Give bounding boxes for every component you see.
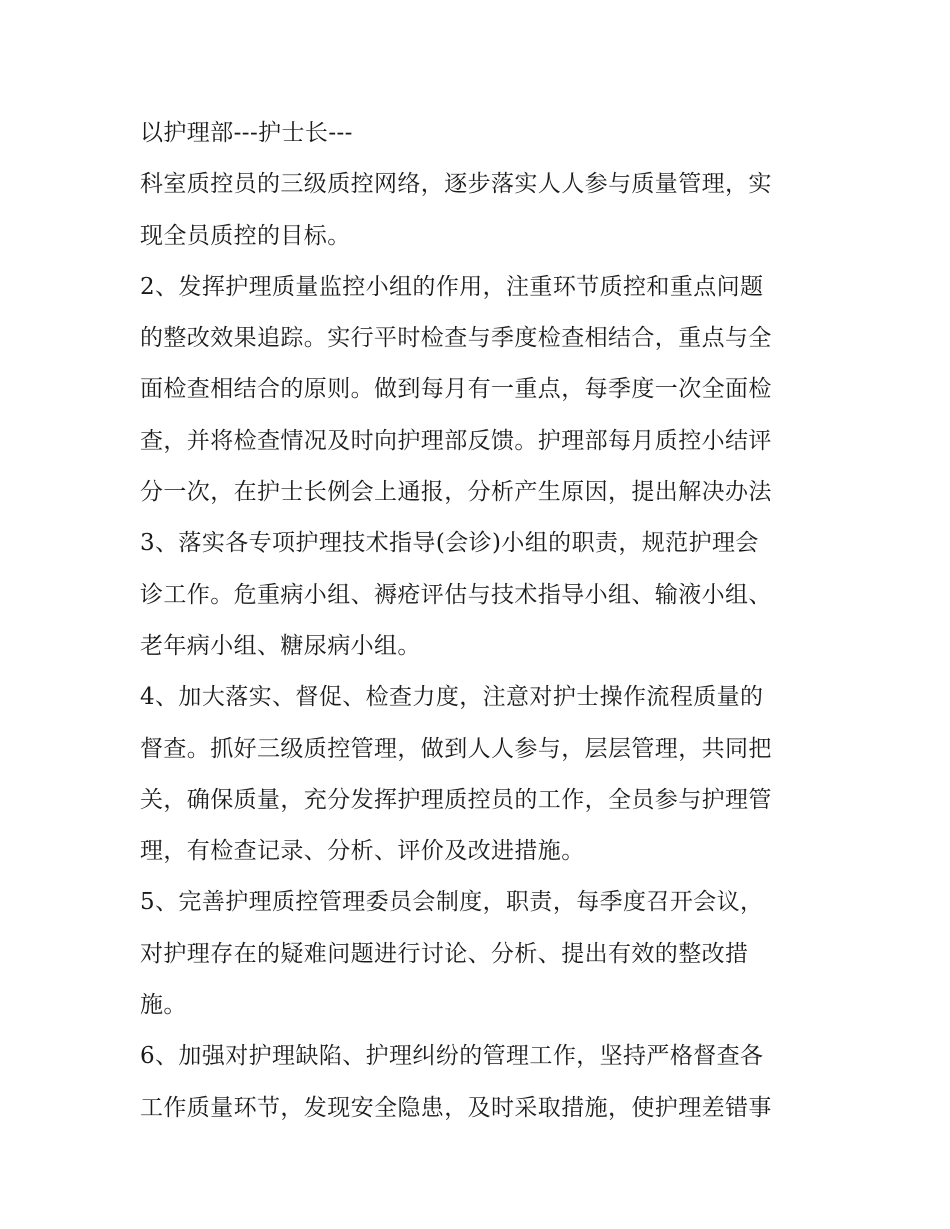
text-line: 4、加大落实、督促、检查力度，注意对护士操作流程质量的 <box>140 684 764 711</box>
document-body <box>140 108 830 1134</box>
text-line: 查，并将检查情况及时向护理部反馈。护理部每月质控小结评 <box>140 427 772 454</box>
text-line: 工作质量环节，发现安全隐患，及时采取措施，使护理差错事 <box>140 1094 772 1121</box>
text-line: 科室质控员的三级质控网络，逐步落实人人参与质量管理，实 <box>140 171 772 198</box>
text-line: 的整改效果追踪。实行平时检查与季度检查相结合，重点与全 <box>140 325 772 352</box>
text-line: 老年病小组、糖尿病小组。 <box>140 632 421 659</box>
text-line: 诊工作。危重病小组、褥疮评估与技术指导小组、输液小组、 <box>140 581 772 608</box>
text-line: 6、加强对护理缺陷、护理纠纷的管理工作，坚持严格督查各 <box>140 1043 764 1070</box>
text-line: 理，有检查记录、分析、评价及改进措施。 <box>140 838 585 865</box>
text-line: 面检查相结合的原则。做到每月有一重点，每季度一次全面检 <box>140 376 772 403</box>
text-line: 对护理存在的疑难问题进行讨论、分析、提出有效的整改措 <box>140 940 749 967</box>
text-line: 关，确保质量，充分发挥护理质控员的工作，全员参与护理管 <box>140 786 772 813</box>
text-line: 3、落实各专项护理技术指导(会诊)小组的职责，规范护理会 <box>140 530 759 557</box>
text-line: 施。 <box>140 992 187 1019</box>
text-line: 督查。抓好三级质控管理，做到人人参与，层层管理，共同把 <box>140 735 772 762</box>
text-line: 以护理部---护士长--- <box>140 120 353 146</box>
text-line: 5、完善护理质控管理委员会制度，职责，每季度召开会议， <box>140 889 764 916</box>
text-line: 现全员质控的目标。 <box>140 222 351 249</box>
text-line: 分一次，在护士长例会上通报，分析产生原因，提出解决办法 <box>140 479 772 506</box>
text-line: 2、发挥护理质量监控小组的作用，注重环节质控和重点问题 <box>140 273 764 300</box>
